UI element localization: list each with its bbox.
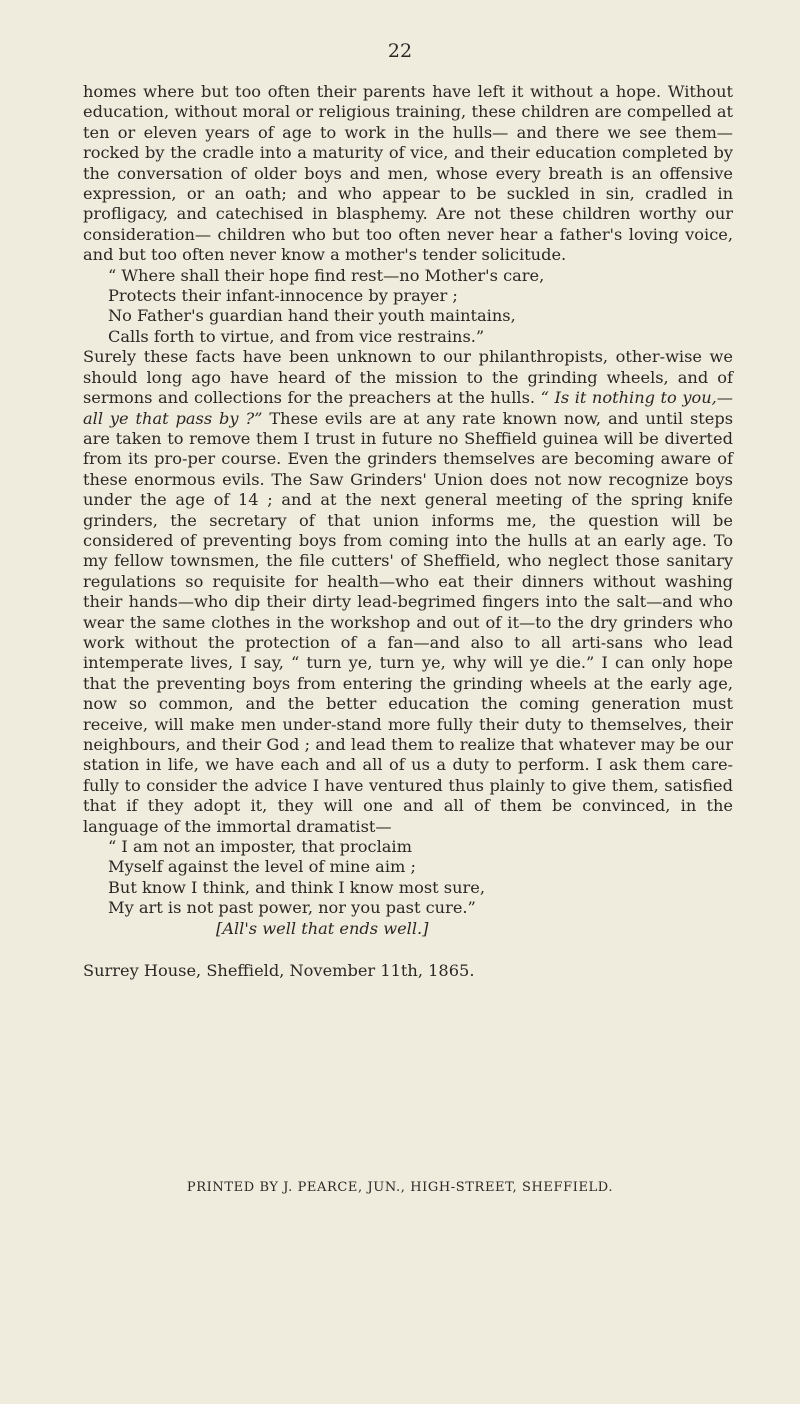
paragraph-2-start: Surely these facts have been unknown to our philanthropists, other-wise we should long ago have heard of the mission to the grinding wheels, and of sermons and collections for the preachers at the hulls. [83, 347, 733, 408]
poem-2-line: “ I am not an imposter, that proclaim [108, 837, 412, 857]
poem-1-line: “ Where shall their hope find rest—no Mother's care, [108, 265, 545, 285]
body-text [83, 82, 733, 981]
page-number: 22 [387, 40, 413, 62]
scripture-quote: “ Is it nothing to you,—all ye that pass by ?” [83, 388, 733, 428]
paragraph-2 [83, 347, 733, 837]
poem-2 [108, 837, 733, 939]
signoff: Surrey House, Sheffield, November 11th, 1865. [83, 961, 475, 981]
poem-attribution: [All's well that ends well.] [216, 918, 429, 938]
paragraph-2-rest: These evils are at any rate known now, and until steps are taken to remove them I trust in future no Sheffield guinea will be diverted from its pro-per course. Even the grinders themselves are becoming aware of these enormous evils. The Saw Grinders' Union does not now recognize boys under the age of 14 ; and at the next general meeting of the spring knife grinders, the secretary of that union informs me, the question will be considered of preventing boys from coming into the hulls at an early age. To my fellow townsmen, the file cutters' of Sheffield, who neglect those sanitary regulations so requisite for health—who eat their dinners without washing their hands—who dip their dirty lead-begrimed fingers into the salt—and who wear the same clothes in the workshop and out of it—to the dry grinders who work without the protection of a fan—and also to all arti-sans who lead intemperate lives, I say, “ turn ye, turn ye, why will ye die.” I can only hope that the preventing boys from entering the grinding wheels at the early age, now so common, and the better education the coming generation must receive, will make men under-stand more fully their duty to themselves, their neighbours, and their God ; and lead them to realize that whatever may be our station in life, we have each and all of us a duty to perform. I ask them care-fully to consider the advice I have ventured thus plainly to give them, satisfied that if they adopt it, they will one and all of them be convinced, in the language of the immortal dramatist— [83, 408, 734, 836]
printer-imprint: PRINTED BY J. PEARCE, JUN., HIGH-STREET, SHEFFIELD. [186, 1180, 614, 1195]
paragraph-1: homes where but too often their parents have left it without a hope. Without education, without moral or religious training, these children are compelled at ten or eleven years of age to work in the hulls— and there we see them—rocked by the cradle into a maturity of vice, and their education completed by the conversation of older boys and men, whose every breath is an offensive expression, or an oath; and who appear to be suckled in sin, cradled in profligacy, and catechised in blasphemy. Are not these children worthy our consideration— children who but too often never hear a father's loving voice, and but too often never know a mother's tender solicitude. [83, 82, 733, 265]
poem-1-line: Calls forth to virtue, and from vice restrains.” [108, 326, 485, 346]
poem-1-line: No Father's guardian hand their youth maintains, [108, 306, 516, 326]
poem-2-line: My art is not past power, nor you past cure.” [108, 898, 476, 918]
poem-1 [108, 266, 733, 348]
poem-2-line: But know I think, and think I know most sure, [108, 877, 485, 897]
poem-1-line: Protects their infant-innocence by prayer ; [108, 286, 458, 306]
poem-2-line: Myself against the level of mine aim ; [108, 857, 416, 877]
